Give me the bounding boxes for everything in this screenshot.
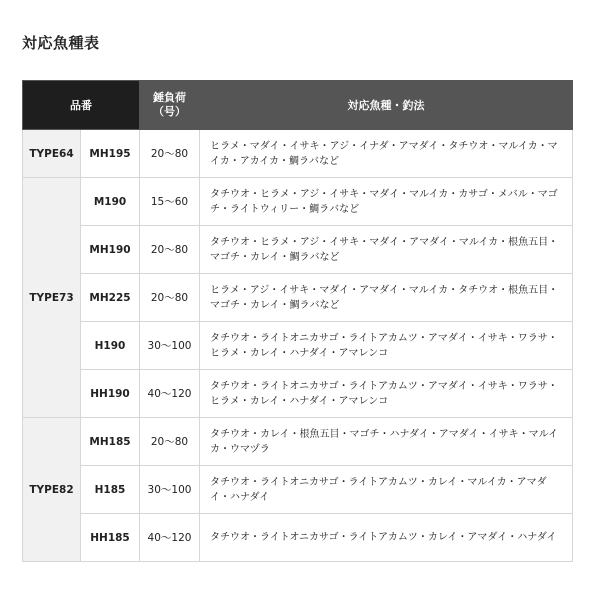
table-header-row <box>23 81 573 130</box>
fish-species: タチウオ・カレイ・根魚五目・マゴチ・ハナダイ・アマダイ・イサキ・マルイカ・ウマヅラ <box>200 418 573 466</box>
table-row <box>23 418 573 466</box>
weight-range: 20～80 <box>140 130 200 178</box>
weight-range: 30～100 <box>140 466 200 514</box>
table-row <box>23 274 573 322</box>
weight-range: 20～80 <box>140 226 200 274</box>
header-weight <box>140 81 200 130</box>
fish-species: タチウオ・ライトオニカサゴ・ライトアカムツ・カレイ・アマダイ・ハナダイ <box>200 514 573 562</box>
header-fish: 対応魚種・釣法 <box>200 81 573 130</box>
product-code: H185 <box>81 466 140 514</box>
product-code: HH185 <box>81 514 140 562</box>
table-row <box>23 226 573 274</box>
header-product: 品番 <box>23 81 140 130</box>
table-row <box>23 130 573 178</box>
product-code: MH190 <box>81 226 140 274</box>
header-weight-label: 錘負荷 <box>153 91 186 104</box>
table-row <box>23 322 573 370</box>
fish-species: ヒラメ・アジ・イサキ・マダイ・アマダイ・マルイカ・タチウオ・根魚五目・マゴチ・カレイ・鯛ラバなど <box>200 274 573 322</box>
product-code: M190 <box>81 178 140 226</box>
type-cell: TYPE82 <box>23 418 81 562</box>
type-cell: TYPE73 <box>23 178 81 418</box>
table-row <box>23 466 573 514</box>
weight-range: 30～100 <box>140 322 200 370</box>
product-code: HH190 <box>81 370 140 418</box>
page-title: 対応魚種表 <box>22 34 100 52</box>
weight-range: 40～120 <box>140 370 200 418</box>
weight-range: 20～80 <box>140 418 200 466</box>
table-row <box>23 178 573 226</box>
header-weight-unit: （号） <box>153 105 186 118</box>
table-row <box>23 370 573 418</box>
fish-species: タチウオ・ライトオニカサゴ・ライトアカムツ・カレイ・マルイカ・アマダイ・ハナダイ <box>200 466 573 514</box>
weight-range: 40～120 <box>140 514 200 562</box>
fish-species: タチウオ・ヒラメ・アジ・イサキ・マダイ・アマダイ・マルイカ・根魚五目・マゴチ・カレイ・鯛ラバなど <box>200 226 573 274</box>
table-row <box>23 514 573 562</box>
fish-species: タチウオ・ライトオニカサゴ・ライトアカムツ・アマダイ・イサキ・ワラサ・ヒラメ・カレイ・ハナダイ・アマレンコ <box>200 370 573 418</box>
product-code: H190 <box>81 322 140 370</box>
product-code: MH185 <box>81 418 140 466</box>
fish-species: ヒラメ・マダイ・イサキ・アジ・イナダ・アマダイ・タチウオ・マルイカ・マイカ・アカイカ・鯛ラバなど <box>200 130 573 178</box>
fish-species: タチウオ・ライトオニカサゴ・ライトアカムツ・アマダイ・イサキ・ワラサ・ヒラメ・カレイ・ハナダイ・アマレンコ <box>200 322 573 370</box>
fish-species: タチウオ・ヒラメ・アジ・イサキ・マダイ・マルイカ・カサゴ・メバル・マゴチ・ライトウィリー・鯛ラバなど <box>200 178 573 226</box>
weight-range: 15～60 <box>140 178 200 226</box>
weight-range: 20～80 <box>140 274 200 322</box>
type-cell: TYPE64 <box>23 130 81 178</box>
product-code: MH225 <box>81 274 140 322</box>
fish-species-table <box>22 80 573 562</box>
product-code: MH195 <box>81 130 140 178</box>
